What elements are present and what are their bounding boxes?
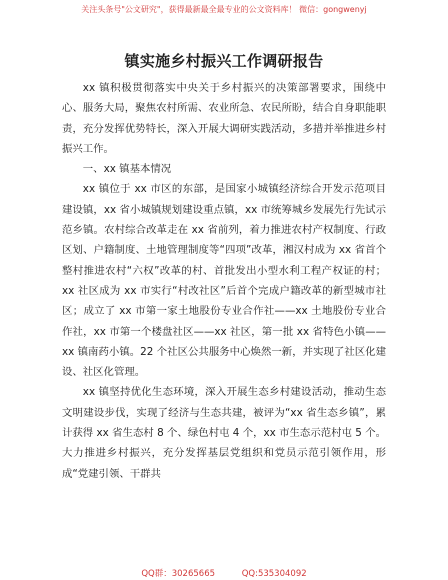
body-paragraph: xx 镇位于 xx 市区的东部，是国家小城镇经济综合开发示范项目建设镇，xx 省小城镇规划建设重点镇，xx 市统筹城乡发展先行先试示范乡镇。农村综合改革走在 xx 省前列，着力推进农村产权制度、行政区划、户籍制度、土地管理制度等“四项”改革，湘汉村成为 xx 省首个整村推进农村“六权”改革的村、首批发出小型水利工程产权证的村；xx 社区成为 xx 市实行“村改社区”后首个完成户籍改革的新型城市社区；成立了 xx 市第一家土地股份专业合作社——xx 土地股份专业合作社，xx 市第一个楼盘社区——xx 社区，第一批 xx 省特色小镇——xx 镇南药小镇。22 个社区公共服务中心焕然一新，并实现了社区化建设、社区化管理。 <box>62 183 386 379</box>
section-heading: 一、xx 镇基本情况 <box>82 163 172 176</box>
document-body <box>62 78 386 484</box>
body-paragraph: xx 镇坚持优化生态环境，深入开展生态乡村建设活动，推动生态文明建设步伐，实现了经济与生态共建，被评为“xx 省生态乡镇”，累计获得 xx 省生态村 8 个、绿色村屯 4 个，xx 市生态示范村屯 5 个。大力推进乡村振兴，充分发挥基层党组织和党员示范引领作用，形成“党建引领、干群共 <box>62 386 386 480</box>
header-banner: 关注头条号"公文研究"，获得最新最全最专业的公文资料库！ 微信：gongwenyj <box>81 5 367 14</box>
footer-qq: QQ:535304092 <box>241 569 307 579</box>
intro-paragraph: xx 镇积极贯彻落实中央关于乡村振兴的决策部署要求，围绕中心、服务大局，聚焦农村所需、农业所急、农民所盼，结合自身职能职责，充分发挥优势特长，深入开展大调研实践活动，多措并举推进乡村振兴工作。 <box>62 82 386 155</box>
document-title: 镇实施乡村振兴工作调研报告 <box>124 52 324 70</box>
footer-qq-group: QQ群：30265665 <box>141 569 216 579</box>
footer-contact <box>0 567 448 579</box>
